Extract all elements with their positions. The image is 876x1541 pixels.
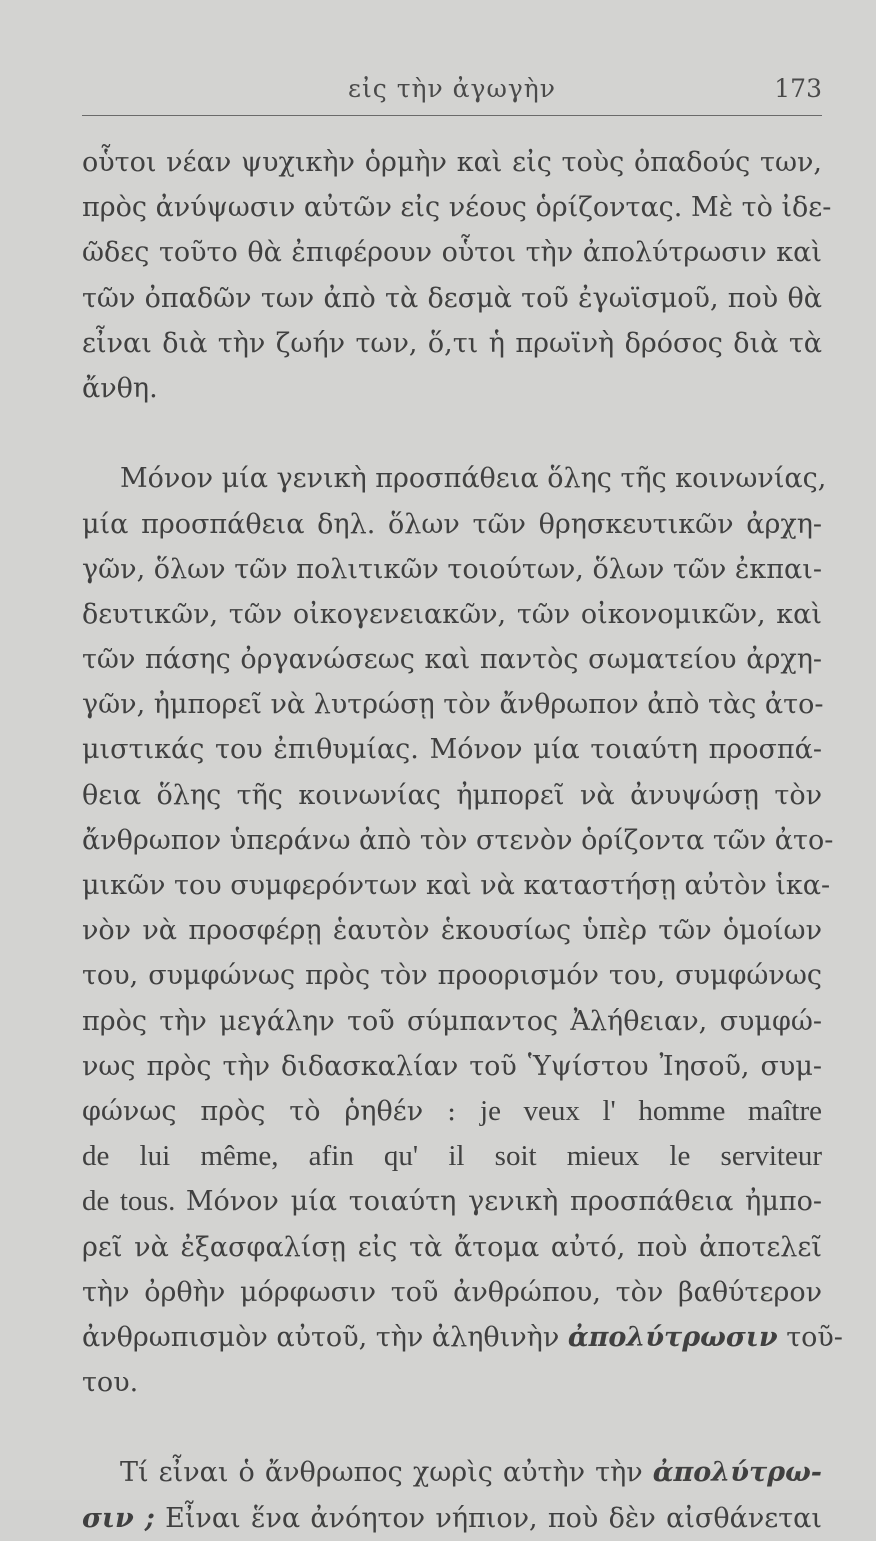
text-line: γῶν, ἠμπορεῖ νὰ λυτρώσῃ τὸν ἄνθρωπον ἀπὸ τὰς ἀτο- (82, 689, 824, 721)
text-line: γῶν, ὅλων τῶν πολιτικῶν τοιούτων, ὅλων τῶν ἐκπαι- (82, 553, 822, 585)
french-quote-line: de lui même, afin qu' il soit mieux le serviteur (82, 1140, 822, 1173)
french-quote-segment: de tous. (82, 1185, 186, 1218)
text-line: Μόνον μία γενικὴ προσπάθεια ὅλης τῆς κοινωνίας, (120, 463, 827, 495)
text-line: μία προσπάθεια δηλ. ὅλων τῶν θρησκευτικῶν ἀρχη- (82, 508, 822, 540)
text-line: μικῶν του συμφερόντων καὶ νὰ καταστήσῃ αὐτὸν ἱκα- (82, 870, 831, 901)
text-line: οὗτοι νέαν ψυχικὴν ὁρμὴν καὶ εἰς τοὺς ὀπαδούς των, (82, 147, 822, 178)
text-line: ἄνθρωπον ὑπεράνω ἀπὸ τὸν στενὸν ὁρίζοντα τῶν ἀτο- (82, 824, 834, 856)
text-line-mixed (82, 1179, 822, 1224)
text-line: εἶναι διὰ τὴν ζωήν των, ὅ,τι ἡ πρωϊνὴ δρόσος διὰ τὰ (82, 327, 822, 359)
running-title: εἰς τὴν ἀγωγὴν (348, 74, 556, 103)
text-line-mixed (82, 1089, 822, 1134)
text-line: θεια ὅλης τῆς κοινωνίας ἠμπορεῖ νὰ ἀνυψώσῃ τὸν (82, 779, 822, 811)
text-line: μιστικάς του ἐπιθυμίας. Μόνον μία τοιαύτη προσπά- (82, 734, 822, 766)
greek-segment: φώνως πρὸς τὸ ῥηθέν : (82, 1095, 481, 1127)
emphasized-word: σιν ; (82, 1502, 155, 1534)
text-line: νως πρὸς τὴν διδασκαλίαν τοῦ Ὑψίστου Ἰησοῦ, συμ- (82, 1050, 822, 1082)
emphasized-word: ἀπολύτρωσιν (567, 1321, 778, 1353)
text-line-emphasis (82, 1450, 822, 1495)
text-line-emphasis (82, 1315, 843, 1360)
text-line: ῶδες τοῦτο θὰ ἐπιφέρουν οὗτοι τὴν ἀπολύτρωσιν καὶ (82, 237, 822, 269)
text-line: δευτικῶν, τῶν οἰκογενειακῶν, τῶν οἰκονομικῶν, καὶ (82, 598, 822, 630)
header-rule (82, 115, 822, 116)
text-segment: ἀνθρωπισμὸν αὐτοῦ, τὴν ἀληθινὴν (82, 1321, 568, 1353)
text-line: του. (82, 1367, 139, 1399)
text-segment: Εἶναι ἕνα ἀνόητον νήπιον, ποὺ δὲν αἰσθάνεται (154, 1502, 822, 1534)
text-line: τὴν ὀρθὴν μόρφωσιν τοῦ ἀνθρώπου, τὸν βαθύτερον (82, 1276, 822, 1308)
text-line: πρὸς τὴν μεγάλην τοῦ σύμπαντος Ἀλήθειαν, συμφώ- (82, 1005, 822, 1037)
greek-segment: Μόνον μία τοιαύτη γενικὴ προσπάθεια ἠμπο- (185, 1186, 822, 1218)
text-line-emphasis (82, 1496, 822, 1541)
text-segment: τοῦ- (777, 1321, 843, 1353)
text-line: νὸν νὰ προσφέρῃ ἑαυτὸν ἑκουσίως ὑπὲρ τῶν ὁμοίων (82, 915, 822, 947)
paragraph-gap (82, 411, 822, 456)
text-line: ρεῖ νὰ ἐξασφαλίσῃ εἰς τὰ ἄτομα αὐτό, ποὺ ἀποτελεῖ (82, 1231, 822, 1263)
text-line: τῶν πάσης ὀργανώσεως καὶ παντὸς σωματείου ἀρχη- (82, 644, 822, 676)
text-line: του, συμφώνως πρὸς τὸν προορισμόν του, συμφώνως (82, 960, 822, 992)
body-text (82, 140, 843, 1541)
french-quote-segment: je veux l' homme maître (480, 1094, 822, 1127)
emphasized-word: ἀπολύτρω- (652, 1457, 822, 1489)
text-line: τῶν ὀπαδῶν των ἀπὸ τὰ δεσμὰ τοῦ ἐγωϊσμοῦ, ποὺ θὰ (82, 282, 822, 314)
running-head (82, 74, 822, 104)
page-number: 173 (774, 74, 822, 103)
text-segment: Τί εἶναι ὁ ἄνθρωπος χωρὶς αὐτὴν τὴν (120, 1457, 653, 1489)
paragraph-gap (82, 1405, 822, 1450)
text-line: ἄνθη. (82, 372, 158, 404)
text-line: πρὸς ἀνύψωσιν αὐτῶν εἰς νέους ὁρίζοντας. Μὲ τὸ ἰδε- (82, 192, 832, 224)
